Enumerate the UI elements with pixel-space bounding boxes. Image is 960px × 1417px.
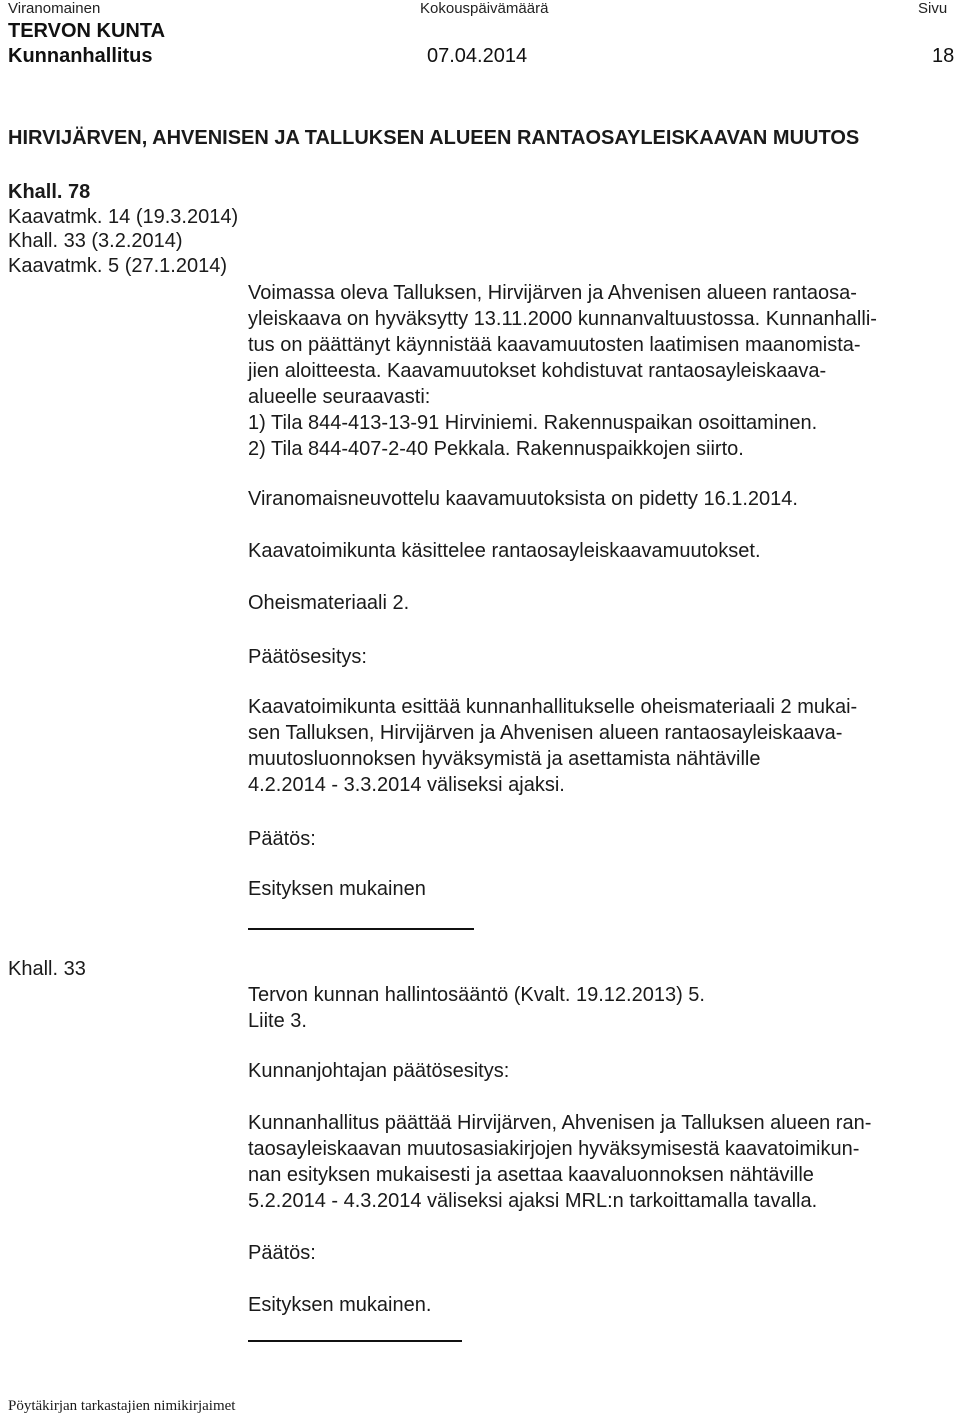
basis-paragraph <box>248 982 705 1034</box>
text-line: yleiskaava on hyväksytty 13.11.2000 kunnanvaltuustossa. Kunnanhalli- <box>248 308 877 330</box>
text-line: Liite 3. <box>248 1010 307 1032</box>
text-line: 4.2.2014 - 3.3.2014 väliseksi ajaksi. <box>248 774 565 796</box>
intro-paragraph <box>248 280 877 462</box>
reference-item: Khall. 78 <box>8 181 91 203</box>
section-reference: Khall. 33 <box>8 958 86 980</box>
text-line: alueelle seuraavasti: <box>248 386 431 408</box>
page-label: Sivu <box>918 0 948 17</box>
text-line: 2) Tila 844-407-2-40 Pekkala. Rakennuspaikkojen siirto. <box>248 438 744 460</box>
decision-text: Esityksen mukainen. <box>248 1294 432 1316</box>
reference-item: Kaavatmk. 14 (19.3.2014) <box>8 205 239 228</box>
text-line: 1) Tila 844-413-13-91 Hirviniemi. Rakennuspaikan osoittaminen. <box>248 412 818 434</box>
text-line: muutosluonnoksen hyväksymistä ja asettamista nähtäville <box>248 748 761 770</box>
text-line: taosayleiskaavan muutosasiakirjojen hyväksymisestä kaavatoimikun- <box>248 1138 860 1160</box>
text-line: Tervon kunnan hallintosääntö (Kvalt. 19.12.2013) 5. <box>248 984 705 1006</box>
text-line: nan esityksen mukaisesti ja asettaa kaavaluonnoksen nähtäville <box>248 1164 814 1186</box>
decision-label: Päätös: <box>248 1242 316 1264</box>
text-line: 5.2.2014 - 4.3.2014 väliseksi ajaksi MRL:n tarkoittamalla tavalla. <box>248 1190 818 1212</box>
footer-initials-label: Pöytäkirjan tarkastajien nimikirjaimet <box>8 1398 236 1414</box>
proposal-paragraph <box>248 694 857 798</box>
text-line: Voimassa oleva Talluksen, Hirvijärven ja Ahvenisen alueen rantaosa- <box>248 282 857 304</box>
authority-label: Viranomainen <box>8 0 101 17</box>
reference-item: Khall. 33 (3.2.2014) <box>8 230 183 252</box>
manager-proposal-paragraph <box>248 1110 871 1214</box>
page-number: 18 <box>932 45 955 67</box>
committee-text: Kaavatoimikunta käsittelee rantaosayleiskaavamuutokset. <box>248 540 761 562</box>
reference-item: Kaavatmk. 5 (27.1.2014) <box>8 254 228 277</box>
signature-line <box>248 928 474 930</box>
reference-list <box>8 180 238 278</box>
decision-label: Päätös: <box>248 828 316 850</box>
text-line: sen Talluksen, Hirvijärven ja Ahvenisen alueen rantaosayleiskaava- <box>248 722 843 744</box>
meeting-date: 07.04.2014 <box>427 45 528 67</box>
date-label: Kokouspäivämäärä <box>420 0 549 17</box>
text-line: Kunnanhallitus päättää Hirvijärven, Ahvenisen ja Talluksen alueen ran- <box>248 1112 872 1134</box>
proposal-label: Päätösesitys: <box>248 646 367 668</box>
text-line: Kaavatoimikunta esittää kunnanhallitukselle oheismateriaali 2 mukai- <box>248 696 858 718</box>
text-line: jien aloitteesta. Kaavamuutokset kohdistuvat rantaosayleiskaava- <box>248 360 827 382</box>
decision-text: Esityksen mukainen <box>248 878 426 900</box>
attachment-text: Oheismateriaali 2. <box>248 592 410 614</box>
municipality-name: TERVON KUNTA <box>8 20 166 42</box>
manager-proposal-label: Kunnanjohtajan päätösesitys: <box>248 1060 510 1082</box>
signature-line <box>248 1340 462 1342</box>
body-name: Kunnanhallitus <box>8 45 153 67</box>
consultation-text: Viranomaisneuvottelu kaavamuutoksista on pidetty 16.1.2014. <box>248 488 798 510</box>
document-title: HIRVIJÄRVEN, AHVENISEN JA TALLUKSEN ALUEEN RANTAOSAYLEISKAAVAN MUUTOS <box>8 127 860 149</box>
text-line: tus on päättänyt käynnistää kaavamuutosten laatimisen maanomista- <box>248 334 861 356</box>
